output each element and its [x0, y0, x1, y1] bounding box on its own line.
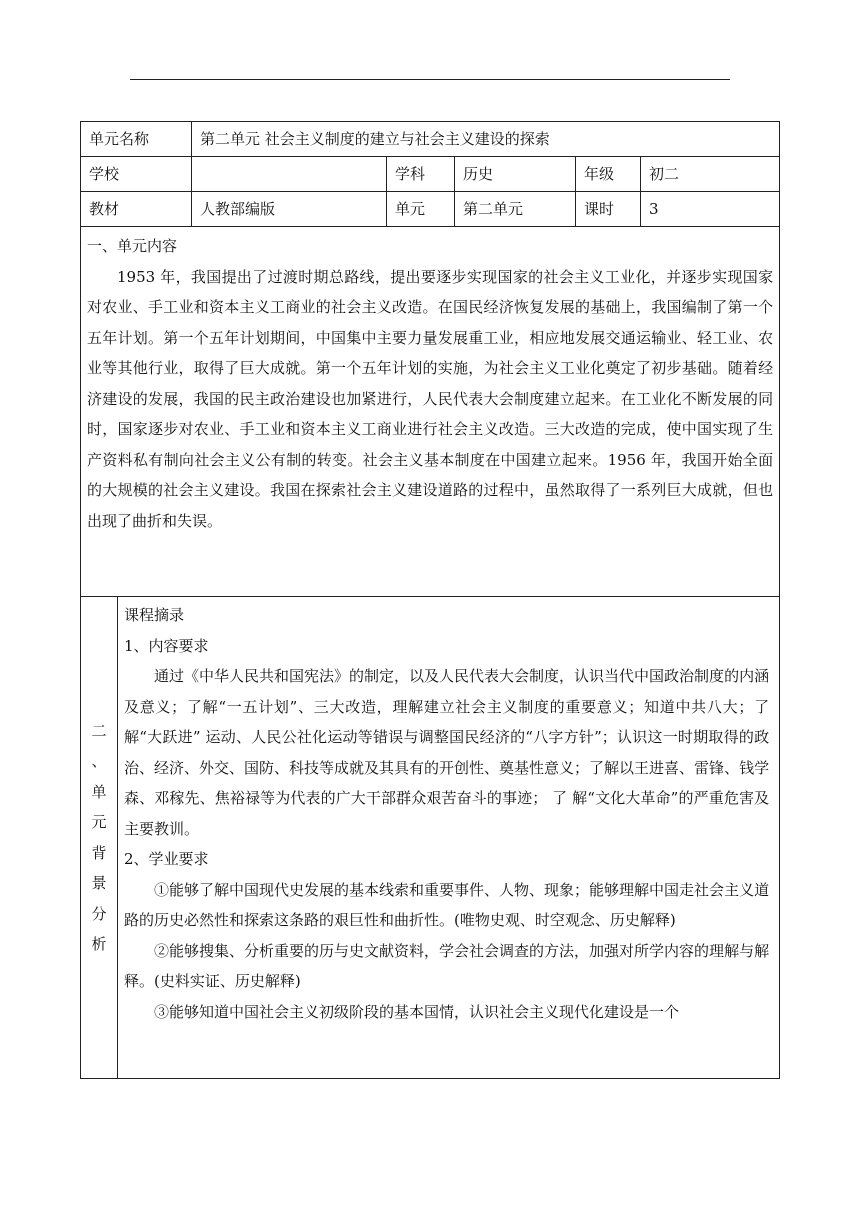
school-label: 学校	[81, 157, 192, 192]
unit-label: 单元	[387, 192, 455, 227]
textbook-row	[81, 192, 780, 227]
unit-content-body: 1953 年，我国提出了过渡时期总路线，提出要逐步实现国家的社会主义工业化，并逐步实现国家对农业、手工业和资本主义工商业的社会主义改造。在国民经济恢复发展的基础上，我国编制了第一个五年计划。第一个五年计划期间，中国集中主要力量发展重工业，相应地发展交通运输业、轻工业、农业等其他行业，取得了巨大成就。第一个五年计划的实施，为社会主义工业化奠定了初步基础。随着经济建设的发展，我国的民主政治建设也加紧进行，人民代表大会制度建立起来。在工业化不断发展的同时，国家逐步对农业、手工业和资本主义工商业进行社会主义改造。三大改造的完成，使中国实现了生产资料私有制向社会主义公有制的转变。社会主义基本制度在中国建立起来。1956 年，我国开始全面的大规模的社会主义建设。我国在探索社会主义建设道路的过程中，虽然取得了一系列巨大成就，但也出现了曲折和失误。	[87, 267, 774, 530]
school-row	[81, 157, 780, 192]
textbook-value: 人教部编版	[192, 192, 387, 227]
side-label-char: 二	[91, 721, 107, 740]
lesson-plan-table	[80, 121, 780, 1079]
period-label: 课时	[576, 192, 641, 227]
side-label-char: 析	[91, 935, 107, 953]
side-label-char: 景	[91, 874, 107, 892]
side-label-char: 背	[91, 843, 107, 862]
academic-requirement-item: ②能够搜集、分析重要的历与史文献资料，学会社会调查的方法，加强对所学内容的理解与解释。(史料实证、历史解释)	[124, 941, 770, 990]
textbook-label: 教材	[81, 192, 192, 227]
content-requirements-body: 通过《中华人民共和国宪法》的制定，以及人民代表大会制度，认识当代中国政治制度的内涵及意义；了解“一五计划”、三大改造，理解建立社会主义制度的重要意义；知道中共八大；了解“大跃进” 运动、人民公社化运动等错误与调整国民经济的“八字方针”；认识这一时期取得的政治、经济、外交、国防、科技等成就及其具有的开创性、奠基性意义；了解以王进喜、雷锋、钱学森、邓稼先、焦裕禄等为代表的广大干部群众艰苦奋斗的事迹； 了 解“文化大革命”的严重危害及主要教训。	[124, 667, 770, 838]
unit-name-value: 第二单元 社会主义制度的建立与社会主义建设的探索	[192, 122, 780, 157]
unit-content-cell	[81, 227, 780, 597]
background-content-cell	[118, 597, 780, 1079]
background-analysis-row	[81, 597, 780, 1079]
unit-value: 第二单元	[455, 192, 576, 227]
unit-name-row	[81, 122, 780, 157]
subject-value: 历史	[455, 157, 576, 192]
section-title: 课程摘录	[124, 606, 185, 624]
background-side-label	[81, 597, 118, 1079]
unit-content-row	[81, 227, 780, 597]
unit-name-label: 单元名称	[81, 122, 192, 157]
header-rule	[130, 79, 730, 80]
academic-requirements-heading: 2、学业要求	[124, 850, 209, 868]
unit-content-heading: 一、单元内容	[87, 237, 178, 255]
subject-label: 学科	[387, 157, 455, 192]
background-content	[124, 600, 769, 1078]
period-value: 3	[641, 192, 780, 227]
academic-requirement-item: ①能够了解中国现代史发展的基本线索和重要事件、人物、现象；能够理解中国走社会主义道路的历史必然性和探索这条路的艰巨性和曲折性。(唯物史观、时空观念、历史解释)	[124, 880, 770, 929]
content-requirements-heading: 1、内容要求	[124, 636, 209, 655]
side-label-char: 元	[91, 813, 107, 831]
grade-label: 年级	[576, 157, 641, 192]
school-value	[192, 157, 387, 192]
grade-value: 初二	[641, 157, 780, 192]
side-label-char: 分	[91, 904, 107, 923]
side-label-char: 单	[91, 782, 107, 801]
academic-requirement-item: ③能够知道中国社会主义初级阶段的基本国情，认识社会主义现代化建设是一个	[154, 1002, 680, 1021]
side-label-char: 、	[91, 752, 107, 770]
